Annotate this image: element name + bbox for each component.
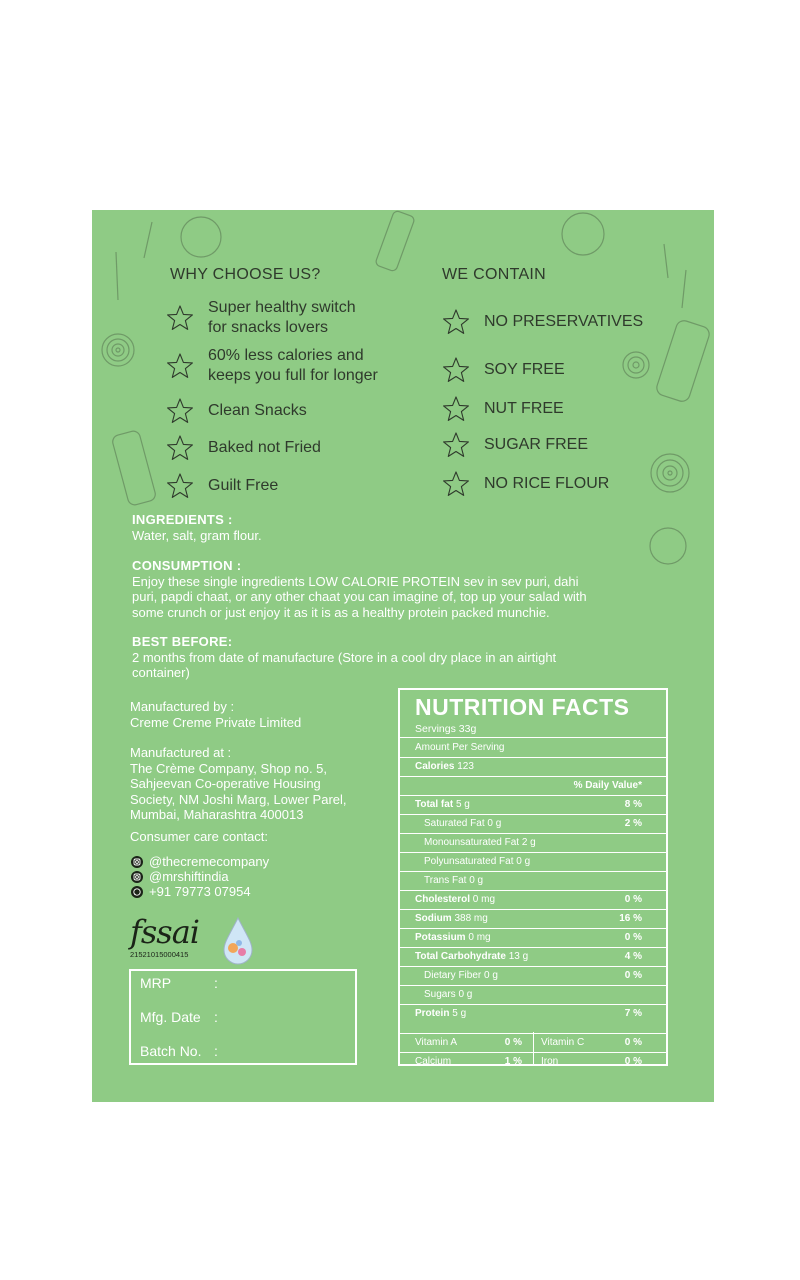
mfg-date-row [140, 1009, 218, 1025]
nutrient-row [400, 1004, 666, 1023]
contact-text: @mrshiftindia [149, 869, 229, 884]
vitamin-c-label: Vitamin C [541, 1037, 585, 1048]
best-before-label: BEST BEFORE: [132, 634, 233, 649]
best-before-text: 2 months from date of manufacture (Store in a cool dry place in an airtight container) [132, 649, 557, 680]
contain-item-text: NO RICE FLOUR [484, 475, 610, 492]
nutrient-label: Protein [415, 1008, 450, 1019]
nutrient-value: 388 mg [454, 913, 488, 924]
mrp-row [140, 975, 218, 991]
star-icon [166, 434, 194, 462]
star-icon [166, 472, 194, 500]
contain-item-text: SOY FREE [484, 361, 565, 378]
sketch-line [664, 244, 668, 278]
nutrition-facts-title: NUTRITION FACTS [415, 694, 630, 720]
nutrient-label: Total Carbohydrate [415, 951, 506, 962]
vitamin-a-label: Vitamin A [415, 1037, 458, 1048]
instagram-icon [131, 871, 143, 883]
nutrient-value: 0 g [516, 856, 531, 867]
nutrition-divider [400, 814, 666, 815]
mrp-label: MRP [140, 975, 172, 991]
why-item-text: Clean Snacks [208, 402, 307, 419]
nutrient-daily-value: 2 % [624, 818, 642, 829]
calcium-pct: 1 % [504, 1056, 522, 1067]
sketch-stick [375, 210, 416, 272]
why-item-text: Guilt Free [208, 477, 279, 494]
amount-per-serving-label: Amount Per Serving [415, 742, 505, 753]
nutrient-value: 0 g [458, 989, 473, 1000]
sketch-stick [655, 319, 711, 404]
why-item [166, 434, 321, 462]
contain-item [442, 470, 609, 498]
manufactured-at-address: The Crème Company, Shop no. 5, Sahjeevan Co-operative Housing Society, NM Joshi Marg, Lower Parel, Mumbai, Maharashtra 400013 [130, 760, 347, 822]
star-icon [442, 395, 470, 423]
contact-whatsapp[interactable] [131, 884, 251, 899]
nutrition-divider [400, 1004, 666, 1005]
amount-per-serving-row [400, 738, 666, 757]
consumption-label: CONSUMPTION : [132, 558, 242, 573]
mfg-date-label: Mfg. Date [140, 1009, 201, 1025]
nutrition-divider [400, 985, 666, 986]
sketch-line [144, 222, 152, 258]
contact-text: +91 79773 07954 [149, 884, 251, 899]
nutrient-daily-value: 7 % [624, 1008, 642, 1019]
contain-item [442, 356, 565, 384]
mrp-colon: : [214, 975, 218, 991]
nutrient-value: 0 mg [472, 894, 496, 905]
sketch-stick [111, 430, 157, 507]
manufactured-by-label: Manufactured by : [130, 699, 235, 714]
calcium-cell [415, 1052, 522, 1071]
nutrient-value: 0 g [487, 818, 502, 829]
servings: Servings 33g [415, 723, 477, 735]
calories-row [400, 757, 666, 776]
why-item-text: Super healthy switch for snacks lovers [208, 299, 356, 336]
why-item [166, 472, 278, 500]
daily-value-header: % Daily Value* [573, 780, 642, 791]
nutrient-row [400, 985, 666, 1004]
nutrient-value: 0 mg [468, 932, 491, 943]
nutrient-label: Sodium [415, 913, 452, 924]
nutrient-value: 0 g [484, 970, 498, 981]
daily-value-header-row [400, 776, 666, 795]
contain-item [442, 431, 588, 459]
fssai-logo [130, 913, 199, 959]
nutrient-label: Polyunsaturated Fat [424, 856, 514, 867]
star-icon [166, 397, 194, 425]
star-icon [166, 352, 194, 380]
whatsapp-icon [131, 886, 143, 898]
batch-no-colon: : [214, 1043, 218, 1059]
manufactured-by-value: Creme Creme Private Limited [130, 714, 302, 730]
contain-item [442, 395, 564, 423]
nutrient-row [400, 966, 666, 985]
nutrition-divider [400, 947, 666, 948]
sketch-spiral [651, 454, 689, 492]
consumer-care-label: Consumer care contact: [130, 829, 269, 844]
vitamin-a-cell [415, 1033, 522, 1052]
nutrient-label: Cholesterol [415, 894, 471, 905]
nutrient-label: Dietary Fiber [424, 970, 482, 981]
consumption-section [132, 558, 692, 620]
contact-instagram-thecremecompany[interactable] [131, 854, 269, 869]
nutrition-divider [400, 890, 666, 891]
iron-pct: 0 % [624, 1056, 642, 1067]
why-item-text: 60% less calories and keeps you full for longer [208, 347, 378, 384]
iron-cell [541, 1052, 642, 1071]
ingredients-section [132, 512, 262, 543]
nutrient-daily-value: 0 % [624, 970, 642, 981]
nutrient-label: Trans Fat [424, 875, 467, 886]
star-icon [442, 431, 470, 459]
manufactured-at-label: Manufactured at : [130, 745, 232, 760]
fssai-logo-text: fssai [130, 913, 199, 951]
nutrition-divider [400, 909, 666, 910]
nutrient-daily-value: 8 % [624, 799, 642, 810]
sketch-line [116, 252, 118, 300]
nutrient-row [400, 795, 666, 814]
nutrient-label: Saturated Fat [424, 818, 485, 829]
nutrition-facts-table [398, 688, 668, 1066]
nutrient-row [400, 909, 666, 928]
why-item [166, 298, 356, 338]
nutrition-divider [400, 833, 666, 834]
nutrient-value: 0 g [469, 875, 484, 886]
nutrition-divider [400, 928, 666, 929]
contact-text: @thecremecompany [149, 854, 270, 869]
why-item-text: Baked not Fried [208, 439, 321, 456]
consumption-text: Enjoy these single ingredients LOW CALORIE PROTEIN sev in sev puri, dahi puri, papdi chaat, or any other chaat you can imagine of, top up your salad with some crunch or just enjoy it as it is as a healthy protein packed munchie. [132, 573, 587, 620]
best-before-section [132, 634, 692, 681]
manufactured-by-section [130, 699, 301, 730]
sketch-line [682, 270, 686, 308]
nutrient-row [400, 852, 666, 871]
vitamin-c-pct: 0 % [624, 1037, 642, 1048]
nutrient-daily-value: 0 % [624, 932, 642, 943]
nutrient-row [400, 947, 666, 966]
nutrient-value: 5 g [452, 1008, 467, 1019]
batch-info-box [129, 969, 357, 1065]
nutrient-row [400, 928, 666, 947]
nutrient-row [400, 890, 666, 909]
calories-value: 123 [457, 761, 474, 772]
why-choose-us-heading: WHY CHOOSE US? [170, 266, 321, 283]
iron-label: Iron [541, 1056, 559, 1067]
we-contain-heading: WE CONTAIN [442, 266, 547, 283]
sketch-spiral [623, 352, 649, 378]
contain-item-text: NUT FREE [484, 400, 564, 417]
star-icon [166, 304, 194, 332]
nutrient-label: Total fat [415, 799, 454, 810]
nutrition-divider [400, 966, 666, 967]
sketch-circle [562, 213, 604, 255]
vitamin-a-pct: 0 % [504, 1037, 522, 1048]
sketch-circle [181, 217, 221, 257]
batch-no-row [140, 1043, 218, 1059]
contain-item-text: SUGAR FREE [484, 436, 589, 453]
nutrient-label: Potassium [415, 932, 466, 943]
why-item [166, 346, 378, 386]
nutrition-divider [400, 871, 666, 872]
contain-item-text: NO PRESERVATIVES [484, 313, 644, 330]
certification-drop-logo [218, 916, 258, 968]
star-icon [442, 308, 470, 336]
nutrient-daily-value: 0 % [624, 894, 642, 905]
nutrient-value: 5 g [455, 799, 470, 810]
manufactured-at-section [130, 745, 347, 823]
product-back-label [92, 210, 714, 1102]
batch-no-label: Batch No. [140, 1043, 202, 1059]
calories-label: Calories [415, 761, 455, 772]
mfg-date-colon: : [214, 1009, 218, 1025]
vitamin-c-cell [541, 1033, 642, 1052]
nutrient-value: 2 g [521, 837, 536, 848]
nutrition-divider [400, 852, 666, 853]
fssai-license-number: 21521015000415 [130, 950, 189, 959]
star-icon [442, 470, 470, 498]
nutrient-row [400, 871, 666, 890]
nutrient-daily-value: 4 % [624, 951, 642, 962]
vitamin-column-divider [533, 1032, 534, 1066]
nutrient-label: Sugars [424, 989, 456, 1000]
ingredients-label: INGREDIENTS : [132, 512, 233, 527]
why-item [166, 397, 307, 425]
contain-item [442, 308, 643, 336]
nutrient-row [400, 814, 666, 833]
instagram-icon [131, 856, 143, 868]
nutrient-value: 13 g [508, 951, 529, 962]
calcium-label: Calcium [415, 1056, 452, 1067]
nutrient-label: Monounsaturated Fat [424, 837, 520, 848]
sketch-spiral [102, 334, 134, 366]
ingredients-text: Water, salt, gram flour. [132, 527, 262, 543]
star-icon [442, 356, 470, 384]
nutrient-row [400, 833, 666, 852]
contact-instagram-mrshiftindia[interactable] [131, 869, 229, 884]
nutrient-daily-value: 16 % [619, 913, 642, 924]
